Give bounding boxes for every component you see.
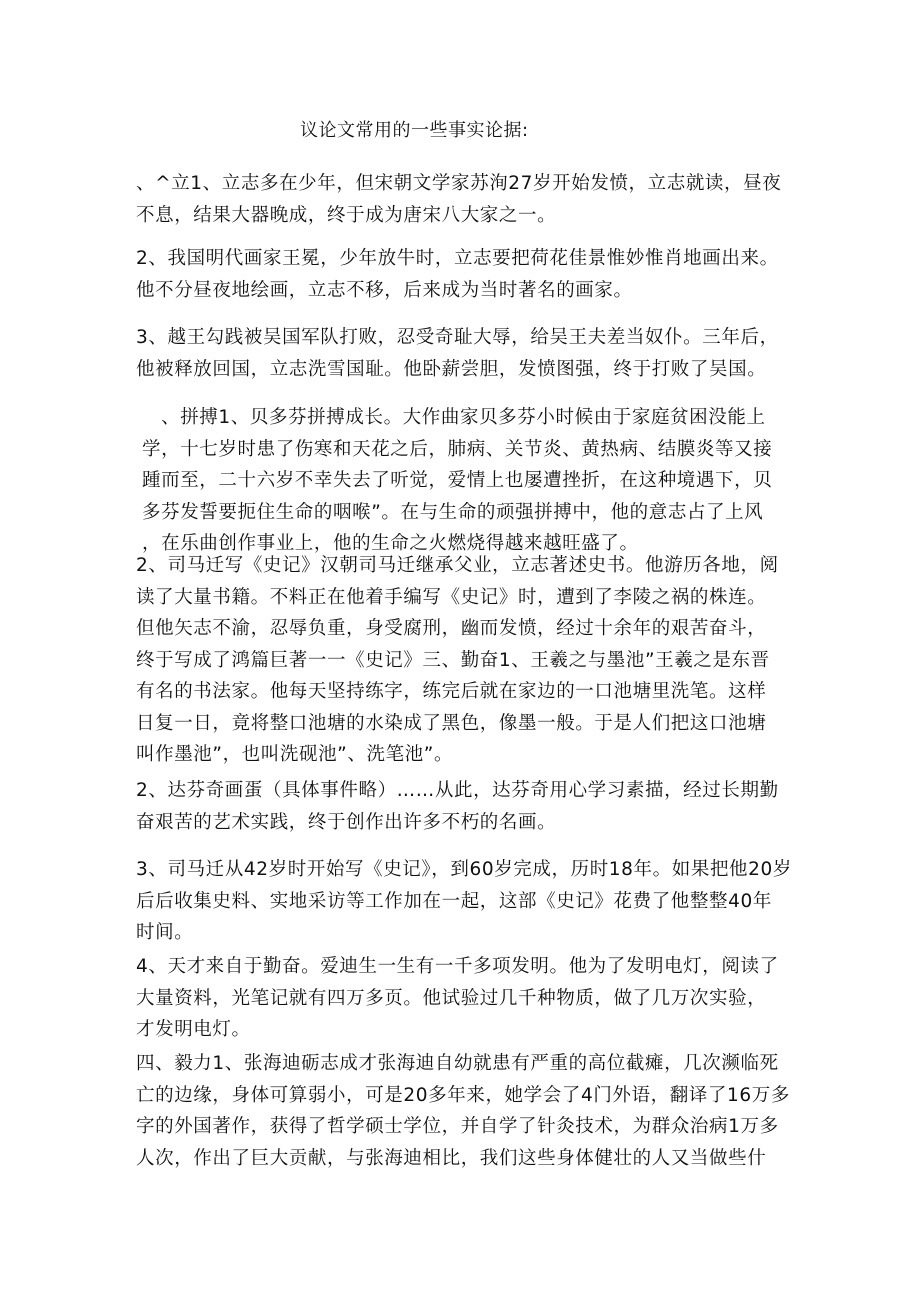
paragraph-line: 、^立1、立志多在少年，但宋朝文学家苏洵27岁开始发愤，立志就读，昼夜 — [136, 173, 782, 194]
paragraph-line: 才发明电灯。 — [136, 1019, 251, 1040]
paragraph-line: 字的外国著作，获得了哲学硕士学位，并自学了针灸技术，为群众治病1万多 — [136, 1116, 779, 1137]
paragraph-line: 多芬发誓要扼住生命的咽喉”。在与生命的顽强拼搏中，他的意志占了上风 — [142, 501, 764, 523]
paragraph-diligence-2 — [136, 775, 786, 838]
paragraph-line: 、拼搏1、贝多芬拼搏成长。大作曲家贝多芬小时候由于家庭贫困没能上 — [142, 407, 766, 428]
paragraph-line: 但他矢志不渝，忍辱负重，身受腐刑，幽而发愤，经过十余年的艰苦奋斗， — [136, 618, 767, 639]
document-title: 议论文常用的一些事实论据: — [300, 120, 529, 141]
paragraph-line: 终于写成了鸿篇巨著一一《史记》三、勤奋1、王羲之与墨池”王羲之是东晋 — [136, 649, 770, 671]
paragraph-line: 叫作墨池”，也叫洗砚池”、洗笔池”。 — [136, 744, 454, 765]
paragraph-line: 奋艰苦的艺术实践，终于创作出许多不朽的名画。 — [136, 811, 557, 833]
paragraph-line: 2、我国明代画家王冕，少年放牛时，立志要把荷花佳景惟妙惟肖地画出来。 — [136, 248, 779, 269]
paragraph-struggle-2 — [136, 550, 786, 771]
paragraph-line: 3、越王勾践被吴国军队打败，忍受奇耻大辱，给吴王夫差当奴仆。三年后， — [136, 327, 779, 348]
paragraph-line: 大量资料，光笔记就有四万多页。他试验过几千种物质，做了几万次实验， — [136, 987, 767, 1009]
paragraph-line: 时间。 — [136, 922, 194, 943]
paragraph-line: 读了大量书籍。不料正在他着手编写《史记》时，遭到了李陵之祸的株连。 — [136, 586, 767, 608]
paragraph-line: 2、司马迁写《史记》汉朝司马迁继承父业，立志著述史书。他游历各地，阅 — [136, 555, 779, 576]
paragraph-line: 3、司马迁从42岁时开始写《史记》，到60岁完成，历时18年。如果把他20岁 — [136, 859, 792, 880]
paragraph-line: 四、毅力1、张海迪砺志成才张海迪自幼就患有严重的高位截瘫，几次濒临死 — [136, 1053, 779, 1074]
paragraph-diligence-4 — [136, 951, 786, 1046]
paragraph-line: 他不分昼夜地绘画，立志不移，后来成为当时著名的画家。 — [136, 279, 633, 301]
paragraph-line: 人次，作出了巨大贡献，与张海迪相比，我们这些身体健壮的人又当做些什 — [136, 1147, 767, 1169]
paragraph-aspiration-2 — [136, 243, 786, 306]
paragraph-line: ，在乐曲创作事业上，他的生命之火燃烧得越来越旺盛了。 — [142, 533, 639, 554]
paragraph-line: 日复一日，竟将整口池塘的水染成了黑色，像墨一般。于是人们把这口池塘 — [136, 712, 767, 734]
paragraph-line: 不息，结果大器晚成，终于成为唐宋八大家之一。 — [136, 204, 557, 226]
paragraph-line: 4、天才来自于勤奋。爱迪生一生有一千多项发明。他为了发明电灯，阅读了 — [136, 956, 779, 977]
paragraph-line: 踵而至，二十六岁不幸失去了听觉，爱情上也屡遭挫折，在这种境遇下，贝 — [142, 470, 773, 491]
paragraph-line: 后后收集史料、实地采访等工作加在一起，这部《史记》花费了他整整40年 — [136, 890, 772, 912]
paragraph-aspiration-3 — [136, 322, 786, 385]
paragraph-perseverance-1 — [136, 1048, 790, 1174]
paragraph-line: 有名的书法家。他每天坚持练字，练完后就在家边的一口池塘里洗笔。这样 — [136, 681, 767, 702]
paragraph-aspiration-1 — [136, 168, 786, 231]
paragraph-line: 学，十七岁时患了伤寒和天花之后，肺病、关节炎、黄热病、结膜炎等又接 — [142, 438, 773, 460]
paragraph-line: 他被释放回国，立志洗雪国耻。他卧薪尝胆，发愤图强，终于打败了吴国。 — [136, 358, 767, 380]
paragraph-line: 2、达芬奇画蛋（具体事件略）……从此，达芬奇用心学习素描，经过长期勤 — [136, 780, 779, 801]
paragraph-diligence-3 — [136, 854, 792, 949]
paragraph-struggle-1 — [136, 402, 792, 560]
paragraph-line: 亡的边缘，身体可算弱小，可是20多年来，她学会了4门外语，翻译了16万多 — [136, 1084, 790, 1106]
